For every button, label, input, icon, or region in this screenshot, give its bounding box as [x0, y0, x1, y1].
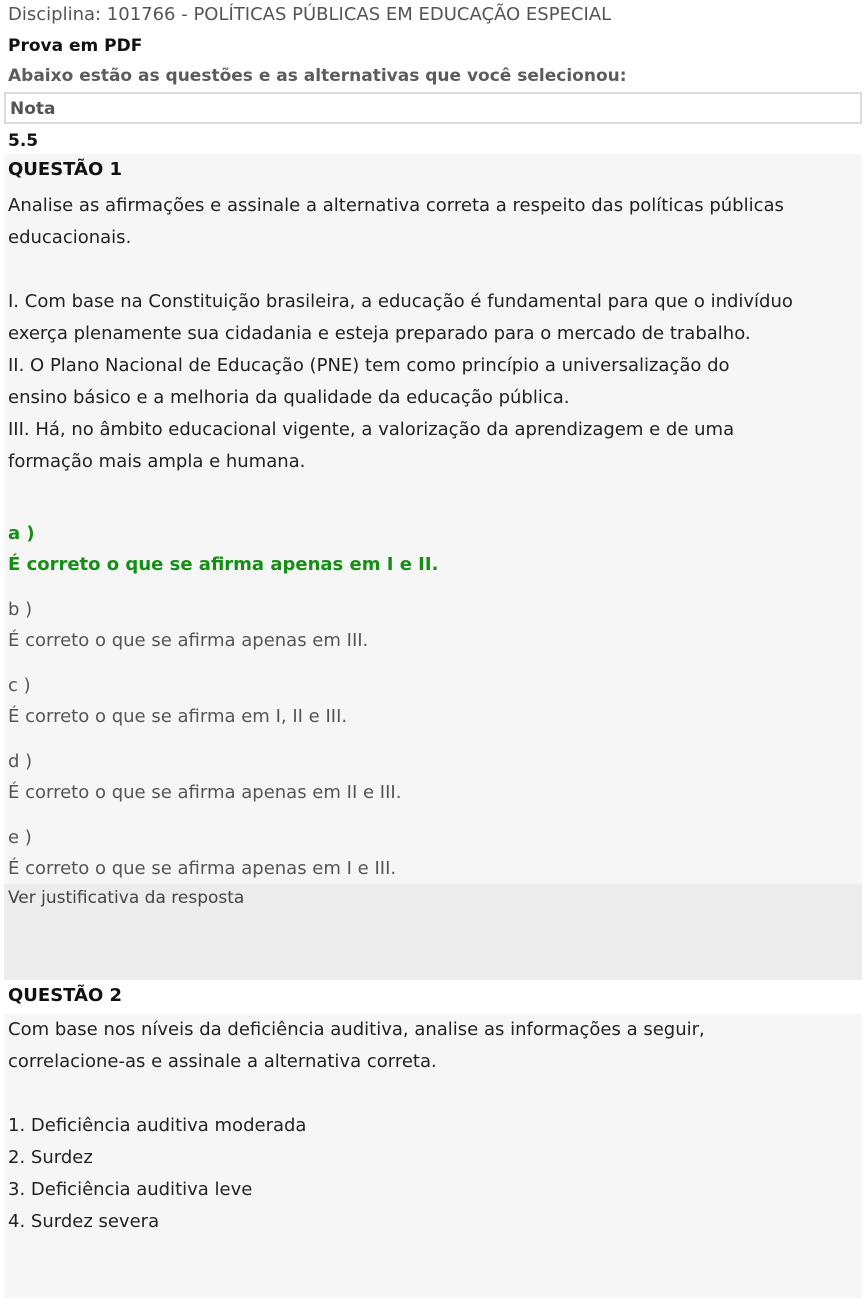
list-item: 1. Deficiência auditiva moderada	[8, 1115, 307, 1136]
instructions-text: Abaixo estão as questões e as alternativas que você selecionou:	[8, 66, 627, 86]
statement-line: exerça plenamente sua cidadania e esteja preparado para o mercado de trabalho.	[8, 323, 751, 344]
alternative-text: É correto o que se afirma apenas em II e III.	[8, 782, 402, 803]
alternative-text: É correto o que se afirma apenas em III.	[8, 630, 369, 651]
grade-value: 5.5	[8, 131, 39, 151]
statement-line: I. Com base na Constituição brasileira, a educação é fundamental para que o indivíduo	[8, 291, 793, 312]
course-title: Disciplina: 101766 - POLÍTICAS PÚBLICAS EM EDUCAÇÃO ESPECIAL	[8, 4, 612, 25]
list-item: 3. Deficiência auditiva leve	[8, 1179, 253, 1200]
alternative-d[interactable]	[4, 746, 862, 822]
statement-line: II. O Plano Nacional de Educação (PNE) tem como princípio a universalização do	[8, 355, 730, 376]
alternative-text: É correto o que se afirma apenas em I e II.	[8, 554, 439, 575]
question-intro-line: Com base nos níveis da deficiência auditiva, analise as informações a seguir,	[8, 1019, 705, 1040]
alternative-a[interactable]	[4, 518, 862, 594]
alternative-c[interactable]	[4, 670, 862, 746]
alternative-letter: c )	[8, 675, 31, 696]
alternative-letter: d )	[8, 751, 33, 772]
question-title: QUESTÃO 1	[8, 159, 123, 180]
spacer	[4, 478, 862, 518]
question-intro-line: Analise as afirmações e assinale a alternativa correta a respeito das políticas públicas	[8, 195, 784, 216]
spacer	[4, 1078, 862, 1110]
question-intro-line: correlacione-as e assinale a alternativa correta.	[8, 1051, 437, 1072]
statement-line: III. Há, no âmbito educacional vigente, a valorização da aprendizagem e de uma	[8, 419, 735, 440]
list-item: 4. Surdez severa	[8, 1211, 160, 1232]
question-title: QUESTÃO 2	[4, 980, 862, 1014]
view-justification-link[interactable]: Ver justificativa da resposta	[4, 884, 862, 980]
grade-label: Nota	[4, 92, 862, 124]
alternative-b[interactable]	[4, 594, 862, 670]
alternative-letter: a )	[8, 523, 35, 544]
alternative-letter: e )	[8, 827, 32, 848]
spacer	[4, 1238, 862, 1298]
list-item: 2. Surdez	[8, 1147, 93, 1168]
alternative-text: É correto o que se afirma apenas em I e III.	[8, 858, 397, 879]
statement-line: ensino básico e a melhoria da qualidade da educação pública.	[8, 387, 570, 408]
question-intro-line: educacionais.	[8, 227, 132, 248]
statement-line: formação mais ampla e humana.	[8, 451, 306, 472]
question-1	[4, 154, 862, 898]
question-2	[4, 980, 862, 1298]
exam-format-label: Prova em PDF	[8, 36, 143, 56]
alternative-text: É correto o que se afirma em I, II e III.	[8, 706, 348, 727]
alternative-letter: b )	[8, 599, 33, 620]
spacer	[4, 254, 862, 286]
